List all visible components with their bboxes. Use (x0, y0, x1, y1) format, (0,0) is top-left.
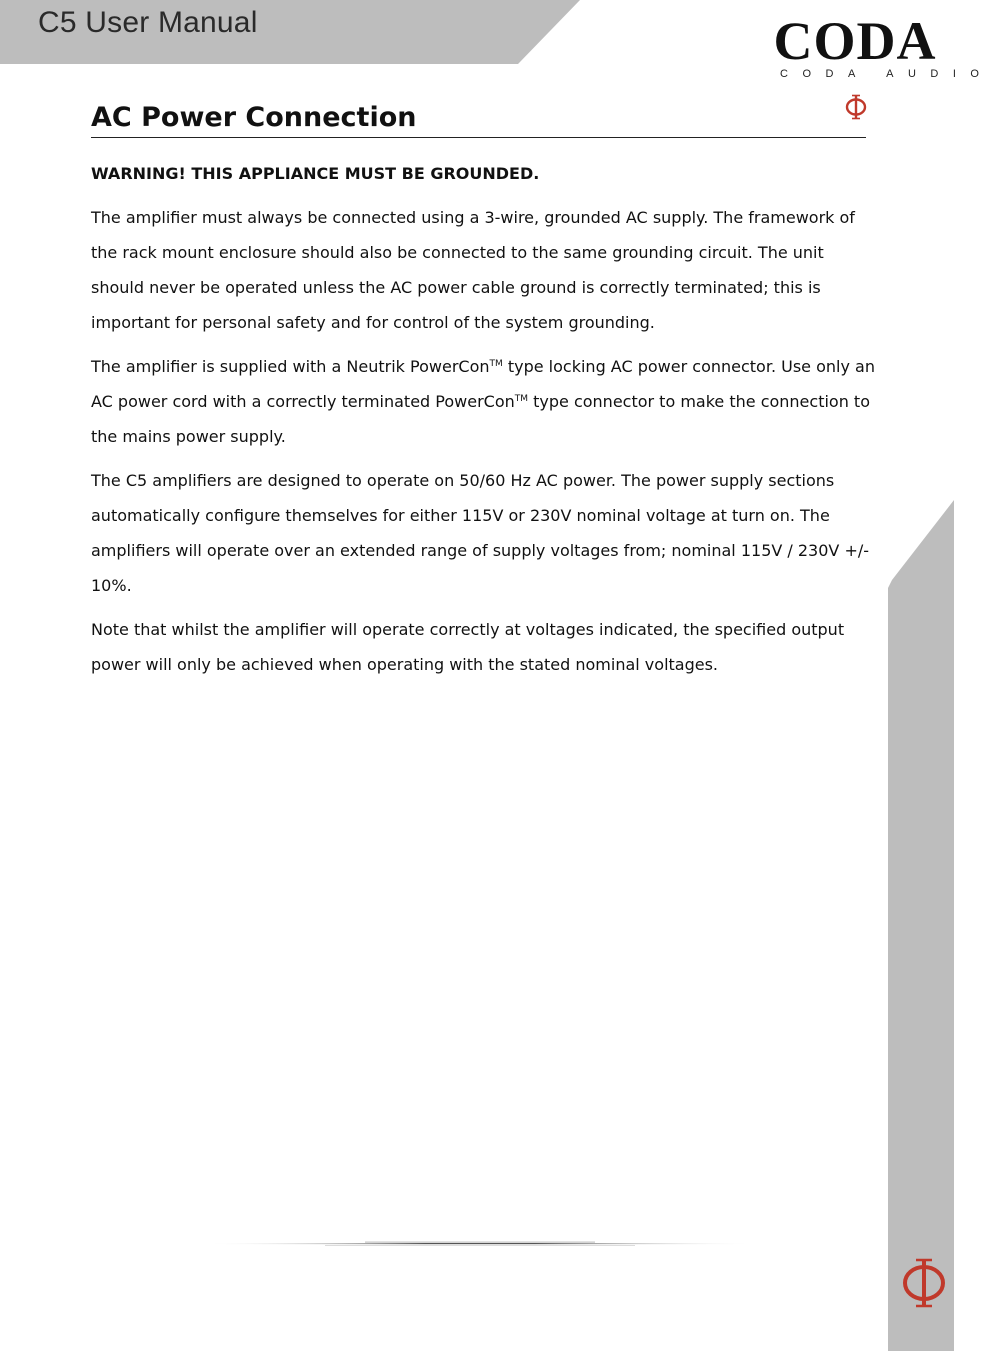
grounding-warning: WARNING! THIS APPLIANCE MUST BE GROUNDED. (91, 164, 540, 183)
logo-wordmark: CODA (773, 11, 937, 71)
title-divider (91, 137, 866, 138)
powercon-text-3: type connector to make the connection to the mains power supply. (91, 392, 870, 446)
logo-subtitle: CODA AUDIO (780, 68, 993, 80)
manual-title: C5 User Manual (38, 6, 258, 39)
paragraph-voltage: The C5 amplifiers are designed to operate on 50/60 Hz AC power. The power supply sections automatically configure themselves for either 115V or 230V nominal voltage at turn on. The amplifiers will operate over an extended range of supply voltages from; nominal 115V / 230V +/- 10%. (91, 471, 870, 595)
paragraph-output-note: Note that whilst the amplifier will operate correctly at voltages indicated, the specified output power will only be achieved when operating with the stated nominal voltages. (91, 620, 845, 674)
section-title: AC Power Connection (91, 102, 417, 133)
paragraph-powercon (91, 349, 876, 454)
section-body (91, 156, 876, 691)
powercon-text-2: type locking AC power connector. Use only an AC power cord with a correctly terminated PowerCon (91, 357, 875, 411)
trademark-mark: TM (514, 394, 529, 404)
side-band (888, 500, 954, 1351)
paragraph-grounding: The amplifier must always be connected using a 3-wire, grounded AC supply. The framework of the rack mount enclosure should also be connected to the same grounding circuit. The unit should never be operated unless the AC power cable ground is correctly terminated; this is important for personal safety and for control of the system grounding. (91, 208, 855, 332)
coda-phi-icon (843, 94, 869, 120)
powercon-text-1: The amplifier is supplied with a Neutrik PowerCon (91, 357, 490, 376)
coda-phi-icon (896, 1255, 952, 1311)
trademark-mark: TM (489, 359, 503, 369)
footer-divider (205, 1240, 755, 1248)
coda-logo (770, 11, 993, 80)
